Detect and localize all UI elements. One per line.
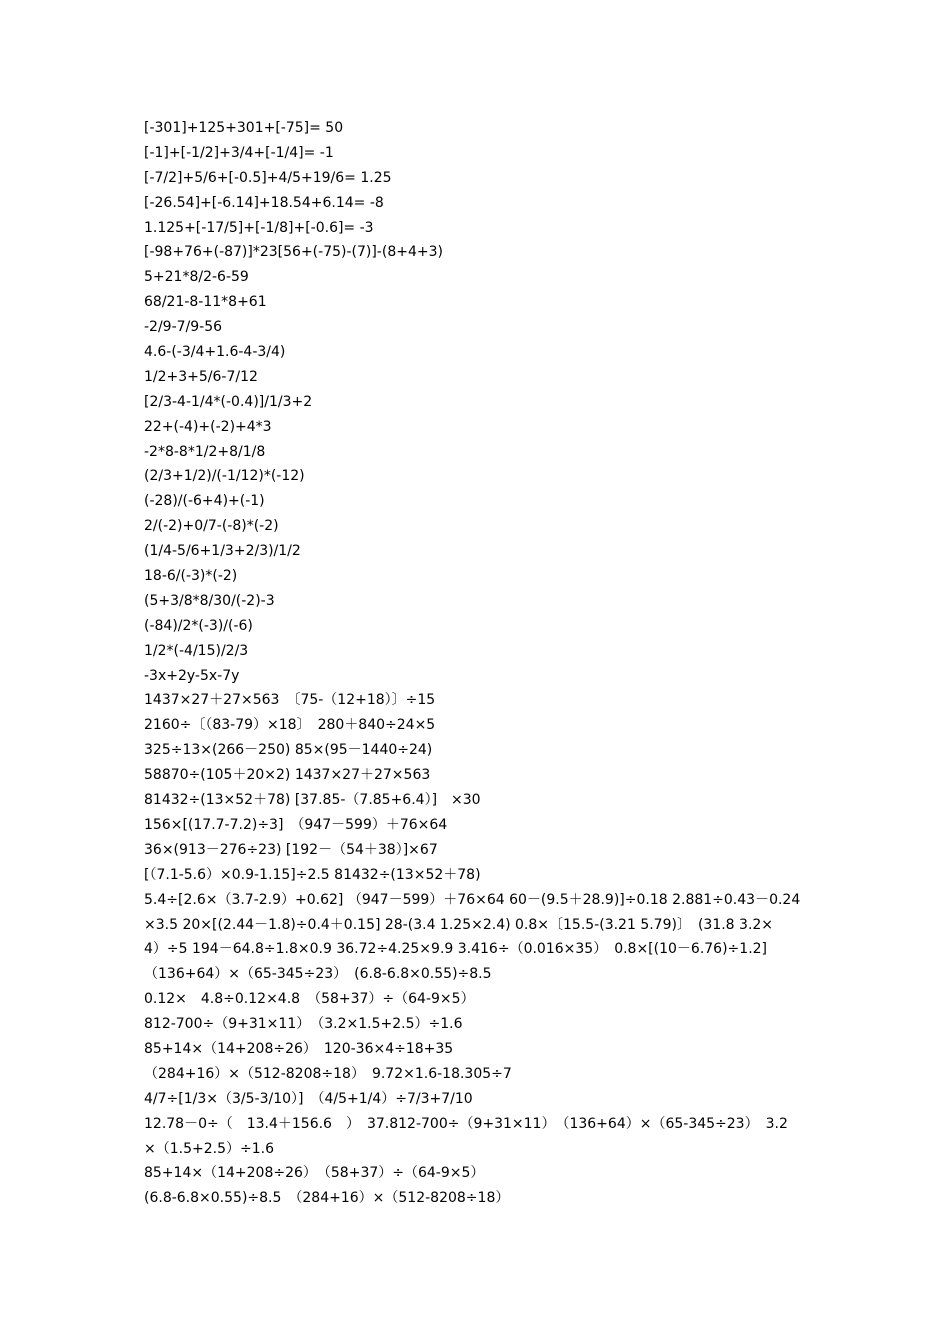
text-line: ×3.5 20×[(2.44－1.8)÷0.4＋0.15] 28-(3.4 1.25×2.4) 0.8×〔15.5-(3.21 5.79)〕 (31.8 3.2× xyxy=(144,916,774,933)
text-line: 58870÷(105＋20×2) 1437×27＋27×563 xyxy=(144,767,431,784)
text-line: 22+(-4)+(-2)+4*3 xyxy=(144,418,272,435)
document-body xyxy=(144,116,816,1211)
text-line: 2/(-2)+0/7-(-8)*(-2) xyxy=(144,518,279,535)
text-line: [-301]+125+301+[-75]= 50 xyxy=(144,120,344,136)
text-line: （136+64）×（65-345÷23） (6.8-6.8×0.55)÷8.5 xyxy=(144,966,492,983)
text-line: [-98+76+(-87)]*23[56+(-75)-(7)]-(8+4+3) xyxy=(144,244,443,261)
text-line: ×（1.5+2.5）÷1.6 xyxy=(144,1140,274,1157)
text-line: (1/4-5/6+1/3+2/3)/1/2 xyxy=(144,543,301,560)
text-line: [2/3-4-1/4*(-0.4)]/1/3+2 xyxy=(144,393,313,410)
text-line: [（7.1-5.6）×0.9-1.15]÷2.5 81432÷(13×52＋78) xyxy=(144,866,481,883)
text-line: 1437×27＋27×563 〔75-（12+18）〕÷15 xyxy=(144,692,436,709)
text-line: 4.6-(-3/4+1.6-4-3/4) xyxy=(144,344,286,361)
text-line: 1/2+3+5/6-7/12 xyxy=(144,368,258,385)
text-line: [-7/2]+5/6+[-0.5]+4/5+19/6= 1.25 xyxy=(144,169,392,186)
text-line: 0.12× 4.8÷0.12×4.8 （58+37）÷（64-9×5） xyxy=(144,991,475,1008)
text-line: 85+14×（14+208÷26） （58+37）÷（64-9×5） xyxy=(144,1165,485,1182)
text-line: [-1]+[-1/2]+3/4+[-1/4]= -1 xyxy=(144,144,334,161)
text-line: (2/3+1/2)/(-1/12)*(-12) xyxy=(144,468,305,485)
text-line: 5.4÷[2.6×（3.7-2.9）+0.62] （947－599）＋76×64 60－(9.5＋28.9)]÷0.18 2.881÷0.43－0.24 xyxy=(144,891,801,908)
text-line: 1.125+[-17/5]+[-1/8]+[-0.6]= -3 xyxy=(144,219,374,236)
text-line: （284+16）×（512-8208÷18） 9.72×1.6-18.305÷7 xyxy=(144,1065,512,1082)
text-line: -2*8-8*1/2+8/1/8 xyxy=(144,443,266,460)
text-line: 812-700÷（9+31×11） （3.2×1.5+2.5）÷1.6 xyxy=(144,1016,463,1033)
text-line: 325÷13×(266－250) 85×(95－1440÷24) xyxy=(144,742,433,759)
text-line: 5+21*8/2-6-59 xyxy=(144,269,249,286)
text-line: -2/9-7/9-56 xyxy=(144,319,223,336)
text-line: -3x+2y-5x-7y xyxy=(144,667,240,684)
text-line: 1/2*(-4/15)/2/3 xyxy=(144,642,249,659)
text-line: 68/21-8-11*8+61 xyxy=(144,294,267,311)
text-line: 12.78－0÷（ 13.4＋156.6 ） 37.812-700÷（9+31×11） （136+64）×（65-345÷23） 3.2 xyxy=(144,1115,788,1132)
text-line: [-26.54]+[-6.14]+18.54+6.14= -8 xyxy=(144,194,384,211)
text-line: (6.8-6.8×0.55)÷8.5 （284+16）×（512-8208÷18） xyxy=(144,1190,510,1207)
text-line: 36×(913－276÷23) [192－（54＋38）]×67 xyxy=(144,841,438,858)
text-line: (-84)/2*(-3)/(-6) xyxy=(144,617,253,634)
text-line: 2160÷〔（83-79）×18〕 280＋840÷24×5 xyxy=(144,717,436,734)
text-line: (5+3/8*8/30/(-2)-3 xyxy=(144,592,275,609)
text-line: 156×[(17.7-7.2)÷3] （947－599）＋76×64 xyxy=(144,816,448,833)
text-line: 85+14×（14+208÷26） 120-36×4÷18+35 xyxy=(144,1040,454,1057)
text-line: 4/7÷[1/3×（3/5-3/10）] （4/5+1/4）÷7/3+7/10 xyxy=(144,1090,473,1107)
text-line: 4）÷5 194－64.8÷1.8×0.9 36.72÷4.25×9.9 3.416÷（0.016×35） 0.8×[(10－6.76)÷1.2] xyxy=(144,941,768,958)
text-line: (-28)/(-6+4)+(-1) xyxy=(144,493,265,510)
text-line: 18-6/(-3)*(-2) xyxy=(144,568,238,585)
text-line: 81432÷(13×52＋78) [37.85-（7.85+6.4）] ×30 xyxy=(144,792,481,809)
